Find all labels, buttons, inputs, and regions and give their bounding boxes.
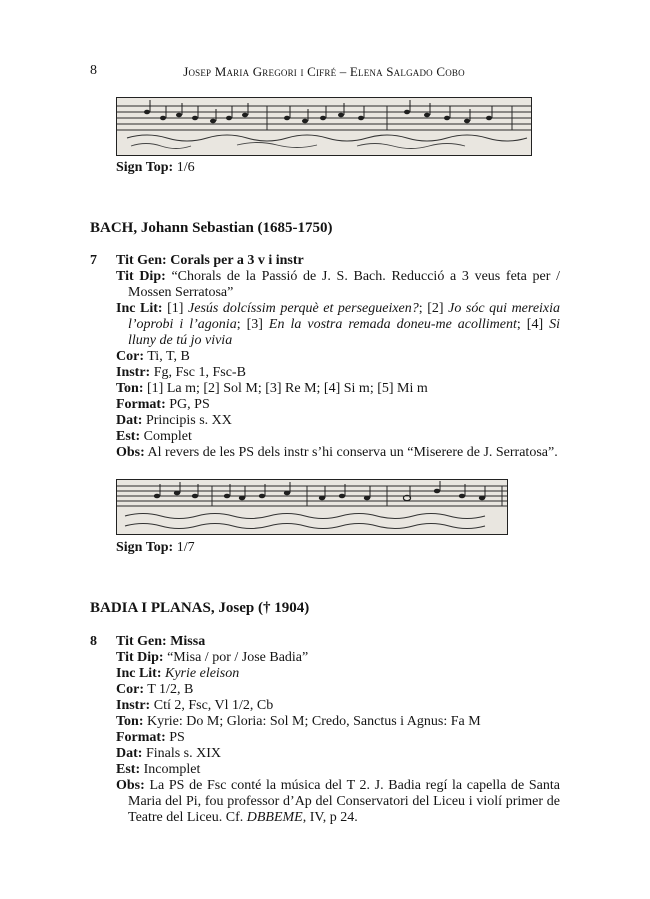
field-format: Format: PG, PS xyxy=(116,397,210,412)
catalog-entry-8 xyxy=(90,634,560,826)
field-cor: Cor: Ti, T, B xyxy=(116,349,190,364)
field-tit-gen: Tit Gen: Corals per a 3 v i instr xyxy=(116,253,304,268)
field-ton: Ton: [1] La m; [2] Sol M; [3] Re M; [4] Si m; [5] Mi m xyxy=(116,381,428,396)
running-header xyxy=(90,63,558,83)
sign-top-1 xyxy=(116,160,195,176)
field-inc-lit: Inc Lit: [1] Jesús dolcíssim perquè et persegueixen?; [2] Jo sóc qui mereixia l’oprobi i l’agonia; [3] En la vostra remada doneu-me acolliment; [4] Si lluny de tú jo vivia xyxy=(116,301,561,348)
field-instr: Instr: Fg, Fsc 1, Fsc-B xyxy=(116,365,246,380)
field-obs: Obs: La PS de Fsc conté la música del T 2. J. Badia regí la capella de Santa Maria del Pi, fou professor d’Ap del Conservatori del Liceu i violí primer de Teatre del Liceu. Cf. DBBEME, IV, p 24. xyxy=(116,778,561,825)
music-incipit-image-1 xyxy=(116,97,532,156)
entry-number: 8 xyxy=(90,634,97,649)
sign-top-label: Sign Top: xyxy=(116,540,174,555)
field-est: Est: Complet xyxy=(116,429,192,444)
composer-heading-bach: BACH, Johann Sebastian (1685-1750) xyxy=(90,220,333,236)
music-incipit-image-2 xyxy=(116,479,508,535)
field-dat: Dat: Principis s. XX xyxy=(116,413,232,428)
field-tit-gen: Tit Gen: Missa xyxy=(116,634,206,649)
field-instr: Instr: Ctí 2, Fsc, Vl 1/2, Cb xyxy=(116,698,274,713)
sign-top-value: 1/7 xyxy=(176,540,195,555)
sign-top-label: Sign Top: xyxy=(116,160,174,175)
sign-top-value: 1/6 xyxy=(176,160,195,175)
running-title: Josep Maria Gregori i Cifré – Elena Salgado Cobo xyxy=(183,64,465,79)
field-est: Est: Incomplet xyxy=(116,762,201,777)
field-cor: Cor: T 1/2, B xyxy=(116,682,194,697)
field-ton: Ton: Kyrie: Do M; Gloria: Sol M; Credo, Sanctus i Agnus: Fa M xyxy=(116,714,481,729)
field-format: Format: PS xyxy=(116,730,185,745)
field-dat: Dat: Finals s. XIX xyxy=(116,746,221,761)
field-tit-dip: Tit Dip: “Misa / por / Jose Badia” xyxy=(116,650,309,665)
field-inc-lit: Inc Lit: Kyrie eleison xyxy=(116,666,240,681)
catalog-entry-7 xyxy=(90,253,560,461)
entry-number: 7 xyxy=(90,253,97,268)
sign-top-2 xyxy=(116,540,195,556)
reference-dbbeme: DBBEME xyxy=(246,810,303,825)
field-tit-dip: Tit Dip: “Chorals de la Passió de J. S. Bach. Reducció a 3 veus feta per / Mossen Serratosa” xyxy=(116,269,561,300)
composer-heading-badia: BADIA I PLANAS, Josep († 1904) xyxy=(90,600,310,616)
page-number: 8 xyxy=(90,63,97,78)
field-obs: Obs: Al revers de les PS dels instr s’hi conserva un “Miserere de J. Serratosa”. xyxy=(116,445,558,460)
